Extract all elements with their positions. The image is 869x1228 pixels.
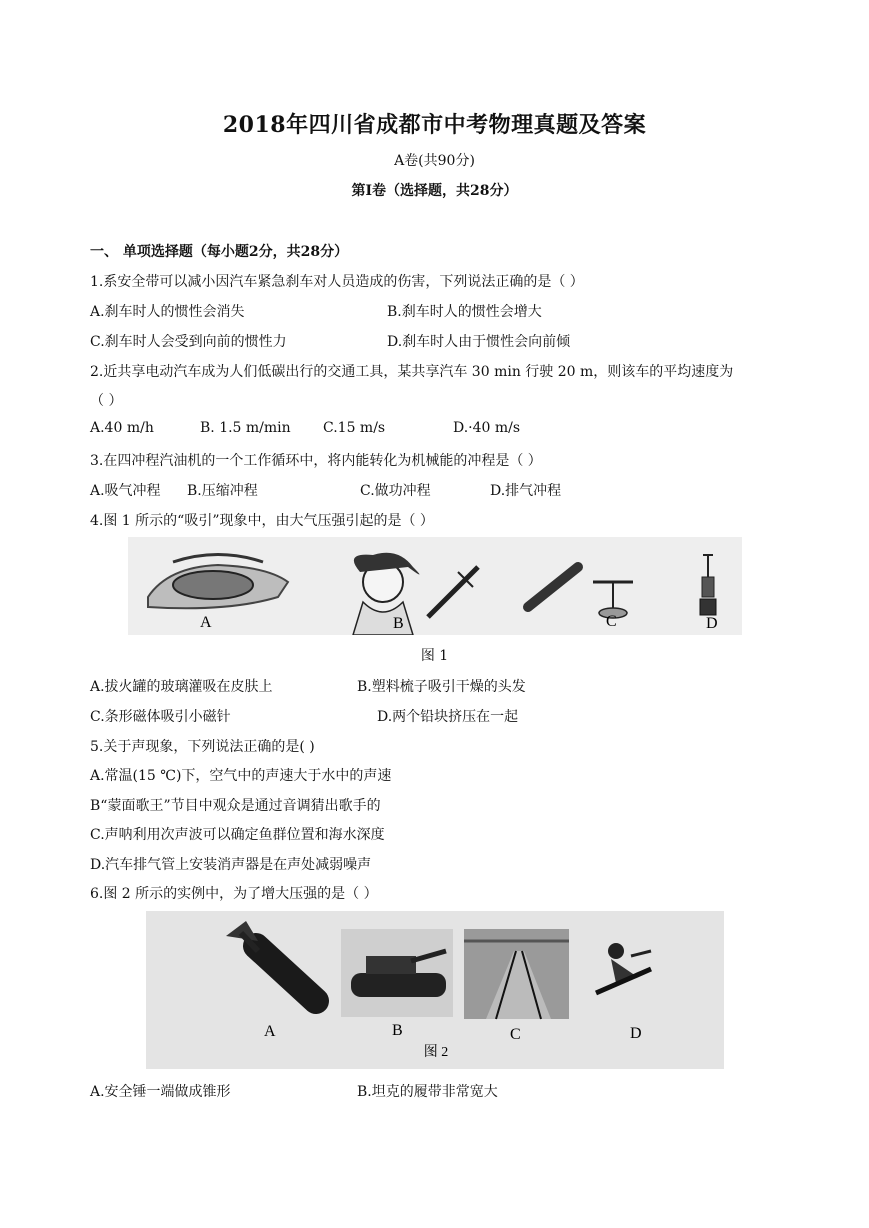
page-title: 2018年四川省成都市中考物理真题及答案 bbox=[222, 112, 647, 138]
q4-option-c: C.条形磁体吸引小磁针 bbox=[90, 709, 231, 725]
q3-option-d: D.排气冲程 bbox=[490, 483, 562, 499]
fig2-label-b: B bbox=[392, 1022, 403, 1039]
fig1-label-c: C bbox=[606, 613, 617, 630]
q2-option-d: D.·40 m/s bbox=[453, 420, 521, 436]
q4-option-a: A.拔火罐的玻璃灌吸在皮肤上 bbox=[90, 679, 273, 695]
q5-option-d: D.汽车排气管上安装消声器是在声处减弱噪声 bbox=[90, 857, 372, 873]
fig1-label-b: B bbox=[393, 615, 404, 632]
fig2-label-a: A bbox=[264, 1023, 276, 1040]
fig1-lead-blocks-illustration bbox=[700, 555, 716, 615]
q3-option-a: A.吸气冲程 bbox=[90, 483, 161, 499]
q5-option-c: C.声呐利用次声波可以确定鱼群位置和海水深度 bbox=[90, 827, 385, 843]
q2-option-a: A.40 m/h bbox=[90, 420, 154, 436]
q4-option-d: D.两个铅块挤压在一起 bbox=[377, 709, 519, 725]
fig1-label-a: A bbox=[200, 614, 212, 631]
q2-stem-cont: （ ） bbox=[90, 393, 123, 409]
q4-option-b: B.塑料梳子吸引干燥的头发 bbox=[357, 679, 526, 695]
q6-option-b: B.坦克的履带非常宽大 bbox=[357, 1084, 498, 1100]
q6-option-a: A.安全锤一端做成锥形 bbox=[90, 1084, 231, 1100]
q5-option-a: A.常温(15 ℃)下，空气中的声速大于水中的声速 bbox=[90, 768, 392, 784]
q1-option-d: D.刹车时人由于惯性会向前倾 bbox=[387, 334, 571, 350]
fig1-magnet-illustration bbox=[528, 567, 633, 618]
q2-option-b: B. 1.5 m/min bbox=[200, 420, 291, 436]
paper-subtitle: A卷(共90分) bbox=[394, 153, 475, 169]
q3-option-b: B.压缩冲程 bbox=[187, 483, 258, 499]
q1-option-a: A.刹车时人的惯性会消失 bbox=[90, 304, 245, 320]
q3-option-c: C.做功冲程 bbox=[360, 483, 431, 499]
fig2-safety-hammer-illustration bbox=[226, 921, 316, 1001]
q1-stem: 1.系安全带可以减小因汽车紧急刹车对人员造成的伤害，下列说法正确的是（ ） bbox=[90, 274, 584, 290]
fig1-label-d: D bbox=[706, 615, 718, 632]
fig2-railway-illustration bbox=[464, 929, 569, 1019]
fig2-label-d: D bbox=[630, 1025, 642, 1042]
fig2-tank-illustration bbox=[341, 929, 453, 1017]
q2-option-c: C.15 m/s bbox=[323, 420, 386, 436]
figure-1-caption: 图 1 bbox=[420, 648, 449, 664]
q4-stem: 4.图 1 所示的“吸引”现象中，由大气压强引起的是（ ） bbox=[90, 513, 434, 529]
section-heading: 一、 单项选择题（每小题2分，共28分） bbox=[90, 244, 349, 260]
part-heading: 第Ⅰ卷（选择题，共28分） bbox=[351, 183, 518, 199]
q2-stem: 2.近共享电动汽车成为人们低碳出行的交通工具，某共享汽车 30 min 行驶 20 m，则该车的平均速度为 bbox=[90, 364, 734, 380]
q6-stem: 6.图 2 所示的实例中，为了增大压强的是（ ） bbox=[90, 886, 378, 902]
q5-option-b: B“蒙面歌王”节目中观众是通过音调猜出歌手的 bbox=[90, 798, 381, 814]
fig1-girl-comb-illustration bbox=[353, 553, 478, 635]
fig2-skier-illustration bbox=[596, 943, 651, 993]
q5-stem: 5.关于声现象，下列说法正确的是( ) bbox=[90, 739, 315, 755]
figure-1 bbox=[128, 537, 742, 635]
fig1-cupping-illustration bbox=[148, 555, 288, 609]
q3-stem: 3.在四冲程汽油机的一个工作循环中，将内能转化为机械能的冲程是（ ） bbox=[90, 453, 542, 469]
q1-option-b: B.刹车时人的惯性会增大 bbox=[387, 304, 542, 320]
fig2-label-c: C bbox=[510, 1026, 521, 1043]
figure-2-caption: 图 2 bbox=[423, 1045, 449, 1060]
q1-option-c: C.刹车时人会受到向前的惯性力 bbox=[90, 334, 287, 350]
figure-2 bbox=[146, 911, 724, 1069]
